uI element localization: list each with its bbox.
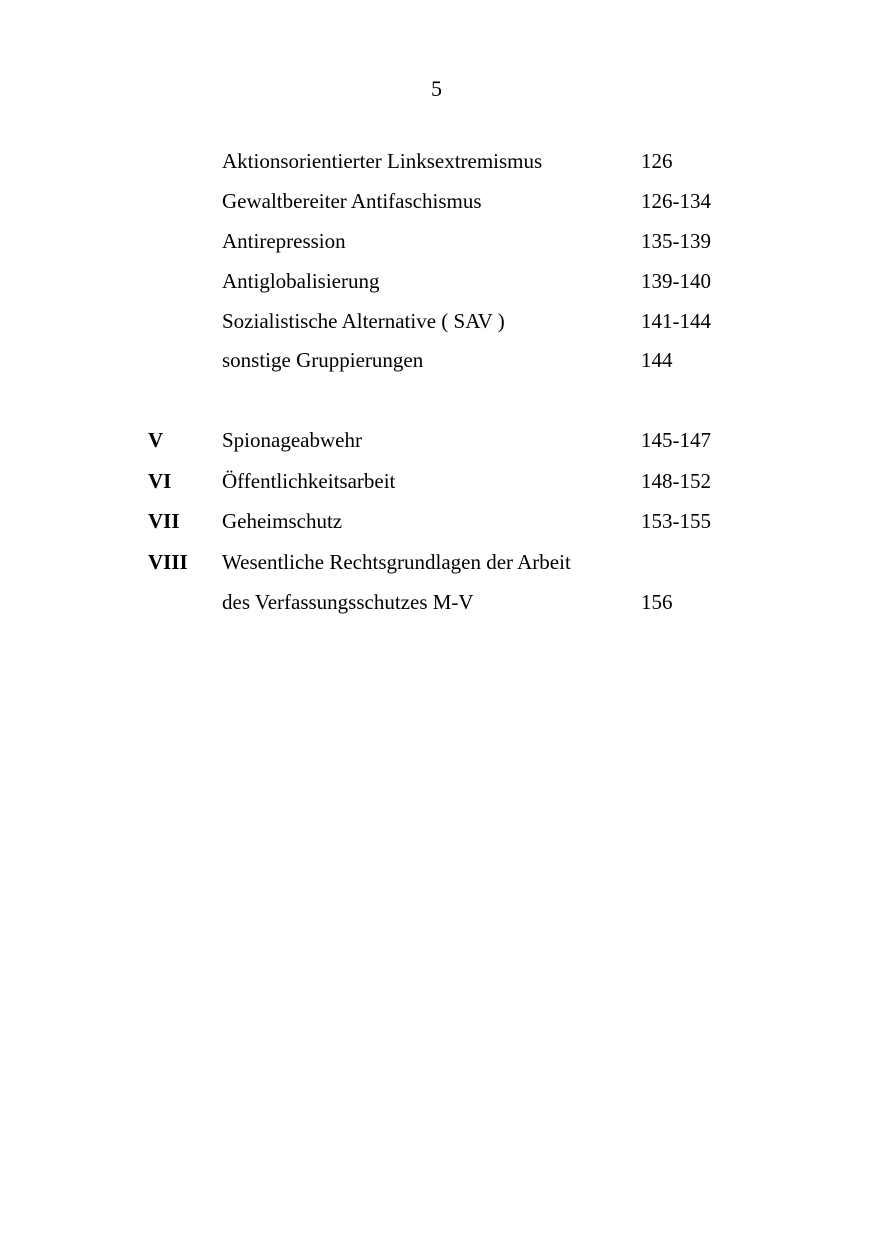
toc-entry [0,425,873,455]
page-number: 5 [431,76,442,101]
toc-entry [0,306,873,336]
toc-entry-title: Antirepression [222,229,346,253]
toc-entry-title: Geheimschutz [222,509,343,533]
toc-entry-title: Wesentliche Rechtsgrundlagen der Arbeit [222,550,571,574]
toc-entry-title: sonstige Gruppierungen [222,348,424,372]
toc-entry-pages: 148-152 [641,469,711,493]
toc-entry [0,547,873,577]
toc-entry [0,266,873,296]
toc-entry-number: VII [148,509,180,533]
toc-entry-pages: 126-134 [641,189,711,213]
toc-entry-pages: 126 [641,149,673,173]
toc-entry-number: VIII [148,550,188,574]
toc-entry-pages: 156 [641,590,673,614]
toc-entry-pages: 139-140 [641,269,711,293]
toc-entry-pages: 153-155 [641,509,711,533]
toc-entry-pages: 141-144 [641,309,711,333]
toc-entry-number: V [148,428,164,452]
toc-entry [0,466,873,496]
toc-entry-title: Aktionsorientierter Linksextremismus [222,149,543,173]
toc-entry-pages: 135-139 [641,229,711,253]
toc-entry-title: Sozialistische Alternative ( SAV ) [222,309,505,333]
toc-entry-title: Gewaltbereiter Antifaschismus [222,189,482,213]
toc-entry-title: Öffentlichkeitsarbeit [222,469,396,493]
toc-entry [0,506,873,536]
toc-entry [0,186,873,216]
toc-entry [0,226,873,256]
toc-entry-title: Spionageabwehr [222,428,362,452]
toc-entry-title: des Verfassungsschutzes M-V [222,590,474,614]
toc-entry [0,345,873,375]
toc-entry-number: VI [148,469,172,493]
toc-entry-title: Antiglobalisierung [222,269,380,293]
toc-entry-pages: 145-147 [641,428,711,452]
toc-entry [0,146,873,176]
toc-entry-pages: 144 [641,348,673,372]
toc-entry [0,587,873,617]
